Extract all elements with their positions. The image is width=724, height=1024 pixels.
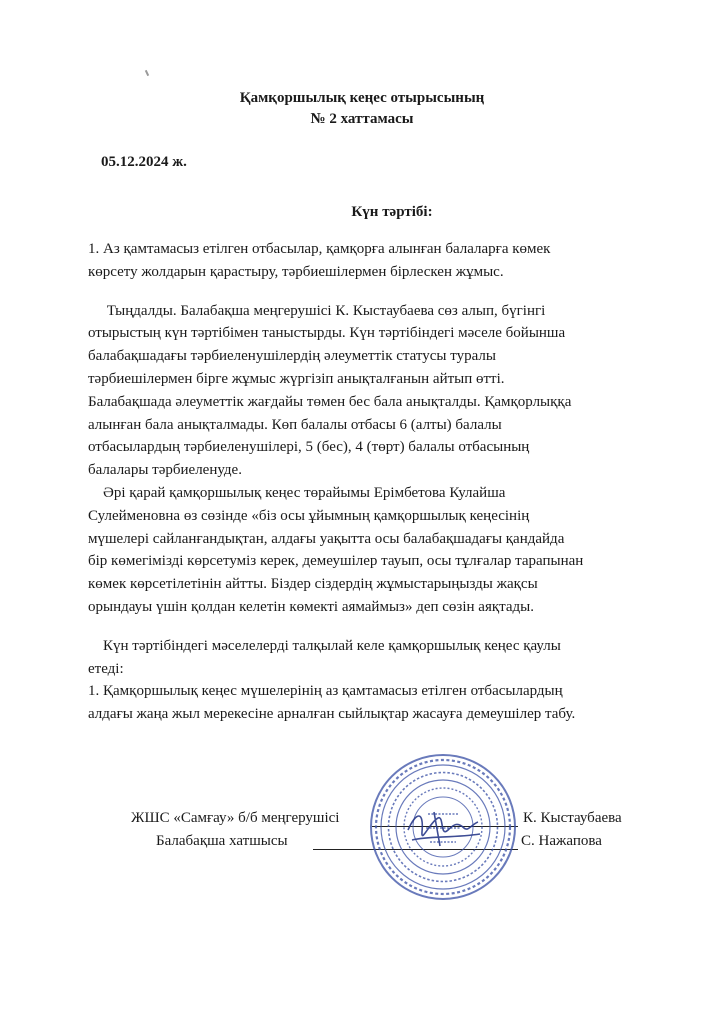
signature-name-head: К. Кыстаубаева xyxy=(523,810,622,826)
chair-line: көмек көрсетілетінін айтты. Біздер сіздердің жұмыстарыңызды жақсы xyxy=(88,576,538,593)
chair-line: мүшелері сайланғандықтан, алдағы уақытта осы балабақшадағы қандайда xyxy=(88,530,565,547)
chair-line: бір көмегімізді көрсетуміз керек, демеушілер тауып, осы тұлғалар тарапынан xyxy=(88,553,584,570)
chair-line: Сулейменовна өз сөзінде «біз осы ұйымның қамқоршылық кеңесінің xyxy=(88,507,530,524)
official-stamp xyxy=(368,752,518,902)
signature-name-secretary: С. Нажапова xyxy=(521,833,602,849)
chair-line: орындауы үшін қолдан келетін көмекті аямаймыз» деп сөзін аяқтады. xyxy=(88,598,534,615)
heard-line: тәрбиешілермен бірге жұмыс жүргізіп анықталғанын айтып өтті. xyxy=(88,370,505,387)
signature-role-head: ЖШС «Самғау» б/б меңгерушісі xyxy=(131,810,340,826)
document-title xyxy=(0,88,724,130)
decision-paragraph xyxy=(88,635,668,726)
title-line-1: Қамқоршылық кеңес отырысының xyxy=(239,90,485,106)
agenda-item xyxy=(88,238,668,284)
scan-speck xyxy=(145,70,149,76)
heard-line: балабақшадағы тәрбиеленушілердің әлеуметтік статусы туралы xyxy=(88,348,496,365)
decision-line: етеді: xyxy=(88,660,124,677)
signature-role-secretary: Балабақша хатшысы xyxy=(156,833,288,849)
chair-line: Әрі қарай қамқоршылық кеңес төрайымы Ерімбетова Кулайша xyxy=(88,484,506,501)
title-line-2: № 2 хаттамасы xyxy=(310,111,414,127)
document-date: 05.12.2024 ж. xyxy=(101,154,187,170)
agenda-line: 1. Аз қамтамасыз етілген отбасылар, қамқорға алынған балаларға көмек xyxy=(88,241,551,257)
heard-line: Тыңдалды. Балабақша меңгерушісі К. Кыстаубаева сөз алып, бүгінгі xyxy=(88,302,546,319)
chair-paragraph xyxy=(88,482,668,619)
heard-line: алынған бала анықталмады. Көп балалы отбасы 6 (алты) балалы xyxy=(88,416,502,433)
decision-line: Күн тәртібіндегі мәселелерді талқылай келе қамқоршылық кеңес қаулы xyxy=(88,637,561,654)
document-body xyxy=(88,238,668,726)
heard-paragraph xyxy=(88,300,668,482)
decision-line: 1. Қамқоршылық кеңес мүшелерінің аз қамтамасыз етілген отбасылардың xyxy=(88,683,563,700)
heard-line: отбасылардың тәрбиеленушілері, 5 (бес), 4 (төрт) балалы отбасының xyxy=(88,439,530,456)
heard-line: Балабақшада әлеуметтік жағдайы төмен бес бала анықталды. Қамқорлыққа xyxy=(88,393,572,410)
heard-line: отырыстың күн тәртібімен таныстырды. Күн тәртібіндегі мәселе бойынша xyxy=(88,325,566,342)
decision-line: алдағы жаңа жыл мерекесіне арналған сыйлықтар жасауға демеушілер табу. xyxy=(88,706,576,723)
agenda-line: көрсету жолдарын қарастыру, тәрбиешілермен бірлескен жұмыс. xyxy=(88,263,504,280)
heard-line: балалары тәрбиеленуде. xyxy=(88,462,242,479)
agenda-heading: Күн тәртібі: xyxy=(351,204,433,220)
